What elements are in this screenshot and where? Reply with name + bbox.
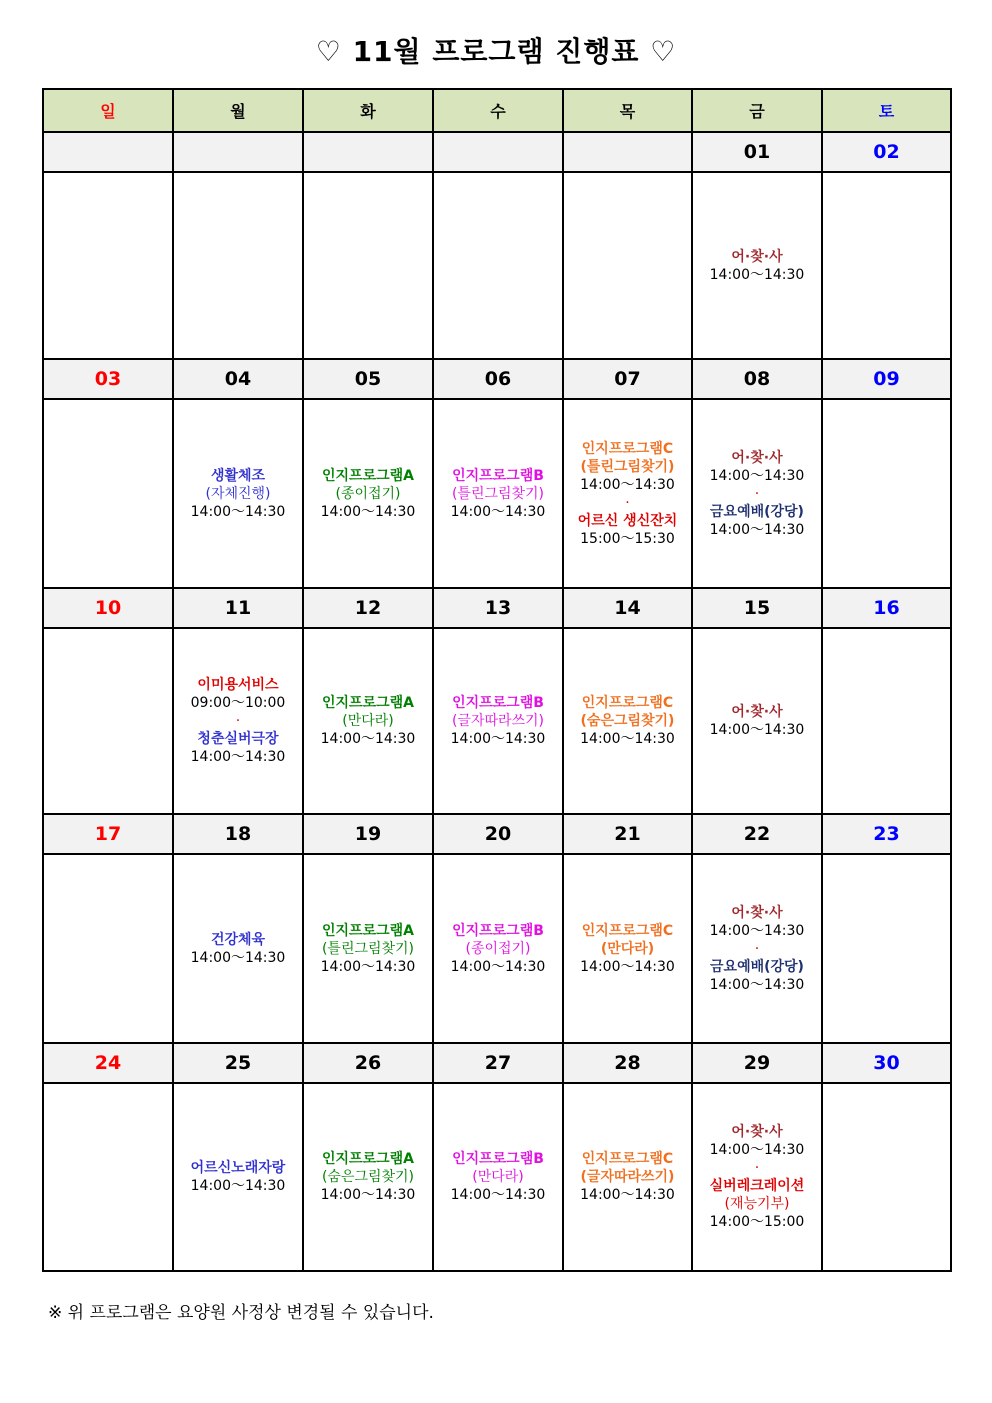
program-entry: 인지프로그램B [452,695,544,711]
weekday-saturday: 토 [822,89,951,132]
program-cell-thursday [563,628,692,814]
program-cell-thursday [563,854,692,1043]
date-cell-wednesday: 20 [433,814,563,854]
program-entry: (틀린그림찾기) [451,485,545,502]
program-cell-tuesday [303,399,433,588]
program-cell-wednesday [433,172,563,359]
program-entry: (숨은그림찾기) [321,1169,415,1185]
date-row [43,814,951,854]
program-cell-thursday [563,172,692,359]
date-cell-friday: 01 [692,132,822,172]
weekday-monday: 월 [173,89,303,132]
program-entry: 14:00～14:30 [450,958,546,975]
program-entry: 14:00～14:30 [709,922,805,939]
program-entry: 14:00～14:30 [320,731,416,747]
date-cell-friday: 15 [692,588,822,628]
program-cell-sunday [43,854,173,1043]
calendar-body [43,132,951,1271]
program-entry: 인지프로그램C [581,695,674,711]
program-entry: 14:00～14:30 [709,266,805,283]
weekday-friday: 금 [692,89,822,132]
date-cell-wednesday: 27 [433,1043,563,1083]
program-cell-saturday [822,628,951,814]
program-calendar-table [42,88,952,1272]
program-cell-saturday [822,854,951,1043]
program-entry: (만다라) [600,940,655,957]
date-cell-saturday: 30 [822,1043,951,1083]
program-cell-tuesday [303,628,433,814]
program-entry: 14:00～14:30 [580,958,675,975]
date-cell-saturday: 02 [822,132,951,172]
date-cell-wednesday [433,132,563,172]
date-row [43,132,951,172]
program-entry: 14:00～14:30 [320,1187,416,1203]
weekday-sunday: 일 [43,89,173,132]
program-entry: 인지프로그램B [452,467,544,484]
date-cell-sunday [43,132,173,172]
date-cell-tuesday: 05 [303,359,433,399]
program-cell-friday [692,628,822,814]
program-entry: 14:00～14:30 [190,749,286,765]
date-cell-wednesday: 13 [433,588,563,628]
program-entry: 15:00～15:30 [580,530,675,547]
program-cell-friday [692,399,822,588]
program-entry: 어·찾·사 [731,449,783,466]
weekday-header-row [43,89,951,132]
date-cell-monday: 25 [173,1043,303,1083]
program-entry: 14:00～14:30 [580,1187,675,1203]
program-entry: 어·찾·사 [731,248,783,265]
program-entry: 14:00～14:30 [709,1142,805,1158]
program-cell-monday [173,628,303,814]
program-entry: 14:00～14:30 [450,1187,546,1203]
program-entry: 실버레크레이션 [709,1178,805,1194]
program-cell-sunday [43,1083,173,1271]
date-cell-monday: 18 [173,814,303,854]
weekday-tuesday: 화 [303,89,433,132]
date-cell-friday: 08 [692,359,822,399]
date-row [43,588,951,628]
date-cell-monday [173,132,303,172]
date-cell-saturday: 09 [822,359,951,399]
date-cell-tuesday [303,132,433,172]
program-entry: 인지프로그램B [452,1151,544,1167]
page-title: ♡ 11월 프로그램 진행표 ♡ [315,35,677,68]
program-entry: 금요예배(강당) [710,958,804,975]
program-entry: (종이접기) [465,940,531,957]
program-cell-saturday [822,172,951,359]
program-entry: 14:00～14:30 [190,1178,286,1194]
program-entry: (글자따라쓰기) [451,713,545,729]
program-entry: 14:00～14:30 [190,949,286,966]
date-cell-monday: 04 [173,359,303,399]
program-cell-thursday [563,1083,692,1271]
program-cell-friday [692,172,822,359]
program-cell-thursday [563,399,692,588]
program-entry: 인지프로그램A [322,1151,414,1167]
program-entry: (틀린그림찾기) [580,458,675,475]
program-cell-monday [173,172,303,359]
program-cell-tuesday [303,1083,433,1271]
program-entry: 14:00～14:30 [580,731,675,747]
date-cell-saturday: 23 [822,814,951,854]
program-cell-wednesday [433,399,563,588]
date-cell-thursday: 21 [563,814,692,854]
program-cell-friday [692,854,822,1043]
program-cell-tuesday [303,172,433,359]
program-cell-tuesday [303,854,433,1043]
program-entry: 14:00～14:30 [450,503,546,520]
date-cell-tuesday: 26 [303,1043,433,1083]
program-row [43,854,951,1043]
program-row [43,172,951,359]
program-row [43,628,951,814]
program-entry: 14:00～14:30 [709,467,805,484]
program-entry: 14:00～14:30 [709,521,805,538]
program-entry: 금요예배(강당) [710,503,804,520]
program-entry: (자체진행) [205,485,271,502]
program-entry: (틀린그림찾기) [321,940,415,957]
program-entry: 14:00～14:30 [320,958,416,975]
program-cell-sunday [43,172,173,359]
date-cell-wednesday: 06 [433,359,563,399]
date-row [43,359,951,399]
program-entry: · [625,494,630,511]
program-entry: (만다라) [472,1169,524,1185]
date-cell-saturday: 16 [822,588,951,628]
date-cell-thursday: 14 [563,588,692,628]
date-cell-thursday [563,132,692,172]
program-cell-friday [692,1083,822,1271]
program-cell-sunday [43,628,173,814]
program-entry: 인지프로그램A [322,922,414,939]
date-cell-thursday: 07 [563,359,692,399]
program-entry: 인지프로그램C [581,440,674,457]
program-entry: · [754,485,760,502]
program-entry: 인지프로그램C [581,1151,674,1167]
program-entry: · [754,940,760,957]
footer-note: ※ 위 프로그램은 요양원 사정상 변경될 수 있습니다. [48,1303,434,1323]
program-entry: 14:00～14:30 [709,976,805,993]
program-entry: 인지프로그램A [322,695,414,711]
program-entry: 어르신 생신잔치 [577,512,678,529]
program-entry: 14:00～14:30 [190,503,286,520]
program-entry: 14:00～14:30 [580,476,675,493]
program-entry: 14:00～14:30 [320,503,416,520]
program-cell-monday [173,854,303,1043]
date-cell-sunday: 10 [43,588,173,628]
program-entry: 인지프로그램B [452,922,544,939]
date-cell-tuesday: 19 [303,814,433,854]
date-cell-monday: 11 [173,588,303,628]
program-entry: (종이접기) [335,485,401,502]
program-entry: (글자따라쓰기) [580,1169,675,1185]
program-cell-wednesday [433,1083,563,1271]
date-cell-sunday: 17 [43,814,173,854]
program-row [43,399,951,588]
weekday-thursday: 목 [563,89,692,132]
program-entry: (숨은그림찾기) [580,713,675,729]
program-entry: (재능기부) [724,1196,790,1212]
program-entry: 어·찾·사 [731,704,783,720]
program-entry: 인지프로그램A [322,467,414,484]
program-entry: 어르신노래자랑 [190,1160,286,1176]
date-cell-sunday: 24 [43,1043,173,1083]
date-cell-tuesday: 12 [303,588,433,628]
program-entry: 14:00～15:00 [709,1214,805,1230]
program-entry: · [754,1160,760,1176]
program-entry: 어·찾·사 [731,904,783,921]
program-entry: 인지프로그램C [581,922,674,939]
program-cell-wednesday [433,854,563,1043]
program-entry: (만다라) [342,713,394,729]
date-cell-friday: 29 [692,1043,822,1083]
program-cell-monday [173,399,303,588]
date-cell-thursday: 28 [563,1043,692,1083]
program-entry: 이미용서비스 [197,677,279,693]
program-entry: 청춘실버극장 [197,731,279,747]
program-entry: 14:00～14:30 [450,731,546,747]
date-row [43,1043,951,1083]
program-row [43,1083,951,1271]
weekday-wednesday: 수 [433,89,563,132]
program-entry: · [235,713,241,729]
program-entry: 14:00～14:30 [709,722,805,738]
program-entry: 09:00～10:00 [190,695,286,711]
program-cell-saturday [822,1083,951,1271]
program-cell-saturday [822,399,951,588]
program-cell-monday [173,1083,303,1271]
program-entry: 생활체조 [210,467,266,484]
program-cell-sunday [43,399,173,588]
program-entry: 어·찾·사 [731,1124,783,1140]
date-cell-sunday: 03 [43,359,173,399]
program-entry: 건강체육 [210,931,266,948]
program-cell-wednesday [433,628,563,814]
date-cell-friday: 22 [692,814,822,854]
